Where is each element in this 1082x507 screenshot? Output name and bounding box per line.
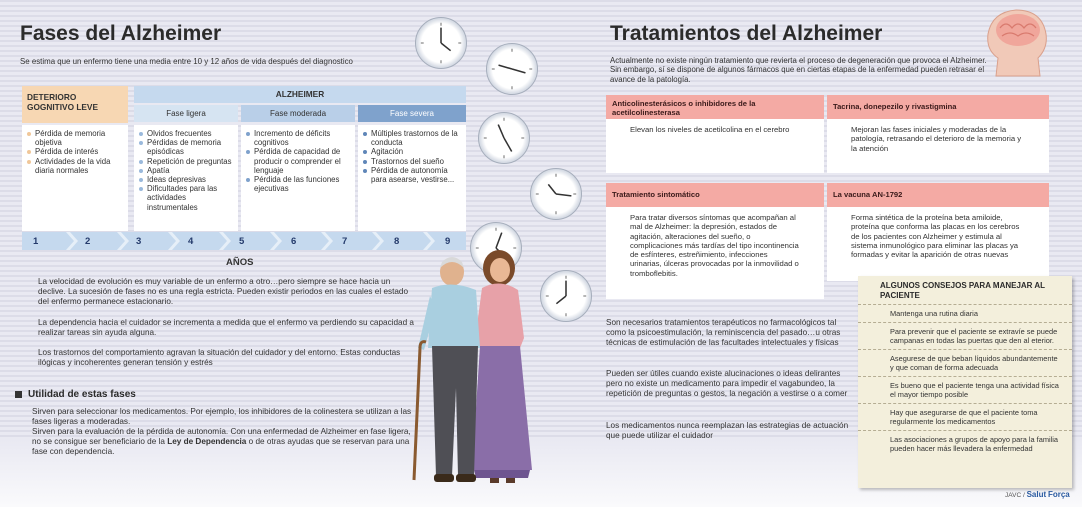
- moderada-list: [241, 125, 355, 231]
- right-intro: Actualmente no existe ningún tratamiento que revierta el proceso de degeneración que provoca el Alzheimer. Sin embargo, sí se dispone de algunos fármacos que en ciertas etapas de la enfermedad pueden retrasar el avance de la patología.: [610, 56, 987, 84]
- credit-author: JAVC /: [1005, 492, 1025, 499]
- box-sintomatico-header: Tratamiento sintomático: [606, 183, 824, 207]
- left-subtitle: Se estima que un enfermo tiene una media entre 10 y 12 años de vida después del diagnostico: [20, 57, 353, 66]
- year-3: 3: [136, 236, 142, 247]
- list-item: Múltiples trastornos de la conducta: [363, 129, 462, 147]
- utilidad-bullet: [15, 391, 22, 398]
- list-item: Apatía: [139, 166, 234, 175]
- clock-icon: [478, 112, 530, 164]
- right-paragraph-3: Los medicamentos nunca reemplazan las estrategias de actuación que puede utilizar el cuidador: [606, 421, 849, 440]
- head-brain-icon: [982, 6, 1052, 84]
- box-anticolinesterasicos-header: Anticolinesterásicos o inhibidores de la acetilcolinesterasa: [606, 95, 824, 119]
- clock-icon: [530, 168, 582, 220]
- year-9: 9: [445, 236, 451, 247]
- phase-severa: Fase severa: [358, 105, 466, 122]
- list-item: Olvidos frecuentes: [139, 129, 234, 138]
- box-vacuna-header: La vacuna AN-1792: [827, 183, 1049, 207]
- left-paragraph-1: La velocidad de evolución es muy variable de un enfermo a otro…pero siempre se hace hacia un declive. La sucesión de fases no es una regla estricta. Pueden existir periodos en las cuales el estado del enfermo permanece estacionario.: [38, 277, 409, 306]
- years-label: AÑOS: [226, 257, 254, 268]
- deterioro-header: DETERIORO GOGNITIVO LEVE: [22, 86, 128, 123]
- list-item: Incremento de déficits cognitivos: [246, 129, 351, 147]
- box-tacrina-body: Mejoran las fases iniciales y moderadas de la patología, retrasando el deterioro de la memoria y la atención: [827, 119, 1049, 173]
- left-paragraph-2: La dependencia hacia el cuidador se incrementa a medida que el enfermo va perdiendo su capacidad a realizar tareas sin ayuda alguna.: [38, 318, 414, 337]
- year-1: 1: [33, 236, 39, 247]
- alzheimer-header: ALZHEIMER: [134, 86, 466, 103]
- list-item: Agitación: [363, 147, 462, 156]
- clock-icon: [486, 43, 538, 95]
- severa-list: [358, 125, 466, 231]
- phase-moderada: Fase moderada: [241, 105, 355, 122]
- clock-icon: [415, 17, 467, 69]
- list-item: Pérdida de interés: [27, 147, 124, 156]
- right-paragraph-2: Pueden ser útiles cuando existe alucinaciones o ideas delirantes pero no existe un medicamento para impedir el vagabundeo, la repetición de preguntas o gestos, la negación a vestirse o a comer: [606, 369, 848, 398]
- year-8: 8: [394, 236, 400, 247]
- list-item: Trastornos del sueño: [363, 157, 462, 166]
- list-item: Repetición de preguntas: [139, 157, 234, 166]
- right-paragraph-1: Son necesarios tratamientos terapéuticos no farmacológicos tal como la psicoestimulación, la reminiscencia del pasado…u otras técnicas de estimulación de las facultades intelectuales y físicas: [606, 318, 841, 347]
- utilidad-text-a: Sirven para la evaluación de la pérdida de autonomía. Con una enfermedad de Alzheimer en fase ligera, no se consigue ser beneficiario de la: [32, 427, 411, 446]
- box-sintomatico-body: Para tratar diversos síntomas que acompañan al mal de Alzheimer: la depresión, estados de agitación, alteraciones del sueño, o complicaciones más tardías del tipo incontinencia de esfínteres, estreñimiento, infecciones urinarias, úlceras provocadas por la inmovilidad o tromboflebitis.: [606, 207, 824, 299]
- tip-item: Hay que asegurarse de que el paciente toma regularmente los medicamentos: [858, 404, 1072, 431]
- tip-item: Asegurese de que beban líquidos abundantemente y que coman de forma adecuada: [858, 350, 1072, 377]
- left-paragraph-3: Los trastornos del comportamiento agravan la situación del cuidador y del entorno. Estas conductas ilógicas y incoherentes generan tensión y estrés: [38, 348, 401, 367]
- list-item: Ideas depresivas: [139, 175, 234, 184]
- tip-item: Mantenga una rutina diaria: [858, 305, 1072, 323]
- year-6: 6: [291, 236, 297, 247]
- deterioro-list: [22, 125, 128, 231]
- utilidad-text-b: o de otras ayudas que se reservan para una fase con dependencia.: [32, 437, 410, 456]
- ligera-list: [134, 125, 238, 231]
- credit-brand-salut: Salut: [1026, 490, 1047, 499]
- list-item: Pérdida de autonomía para asearse, vestirse...: [363, 166, 462, 184]
- list-item: Dificultades para las actividades instrumentales: [139, 184, 234, 212]
- list-item: Pérdida de memoria objetiva: [27, 129, 124, 147]
- list-item: Pérdida de capacidad de producir o comprender el lenguaje: [246, 147, 351, 175]
- utilidad-paragraph-1: Sirven para seleccionar los medicamentos. Por ejemplo, los inhibidores de la colinestera se utilizan a las fases ligeras a moderadas.: [32, 407, 412, 426]
- list-item: Pérdidas de memoria episódicas: [139, 138, 234, 156]
- credit-brand-forca: Força: [1047, 490, 1070, 499]
- right-title: Tratamientos del Alzheimer: [610, 22, 883, 45]
- tips-panel: [858, 276, 1072, 488]
- box-tacrina-header: Tacrina, donepezilo y rivastigmina: [827, 95, 1049, 119]
- box-vacuna-body: Forma sintética de la proteína beta amiloide, proteína que conforma las placas en los cerebros de los pacientes con Alzheimer y estimula al sistema inmunológico para eliminar las placas ya formadas y evitar la aparición de otras nuevas: [827, 207, 1049, 281]
- elderly-couple-illustration: [396, 238, 566, 488]
- credit: [1005, 490, 1070, 499]
- year-7: 7: [342, 236, 348, 247]
- utilidad-title: Utilidad de estas fases: [28, 389, 136, 400]
- list-item: Pérdida de las funciones ejecutivas: [246, 175, 351, 193]
- year-5: 5: [239, 236, 245, 247]
- year-2: 2: [85, 236, 91, 247]
- tips-title: ALGUNOS CONSEJOS PARA MANEJAR AL PACIENTE: [858, 276, 1072, 305]
- list-item: Actividades de la vida diaria normales: [27, 157, 124, 175]
- box-anticolinesterasicos-body: Elevan los niveles de acetilcolina en el cerebro: [606, 119, 824, 173]
- phase-ligera: Fase ligera: [134, 105, 238, 122]
- left-title: Fases del Alzheimer: [20, 22, 222, 45]
- year-4: 4: [188, 236, 194, 247]
- tip-item: Es bueno que el paciente tenga una actividad física el mayor tiempo posible: [858, 377, 1072, 404]
- tip-item: Las asociaciones a grupos de apoyo para la familia pueden hacer más llevadera la enfermedad: [890, 435, 1059, 453]
- tip-item: Para prevenir que el paciente se extravíe se puede campanas en todas las puertas que den al eterior.: [858, 323, 1072, 350]
- utilidad-paragraph-2: [32, 427, 414, 457]
- ley-dependencia: Ley de Dependencia: [167, 437, 247, 446]
